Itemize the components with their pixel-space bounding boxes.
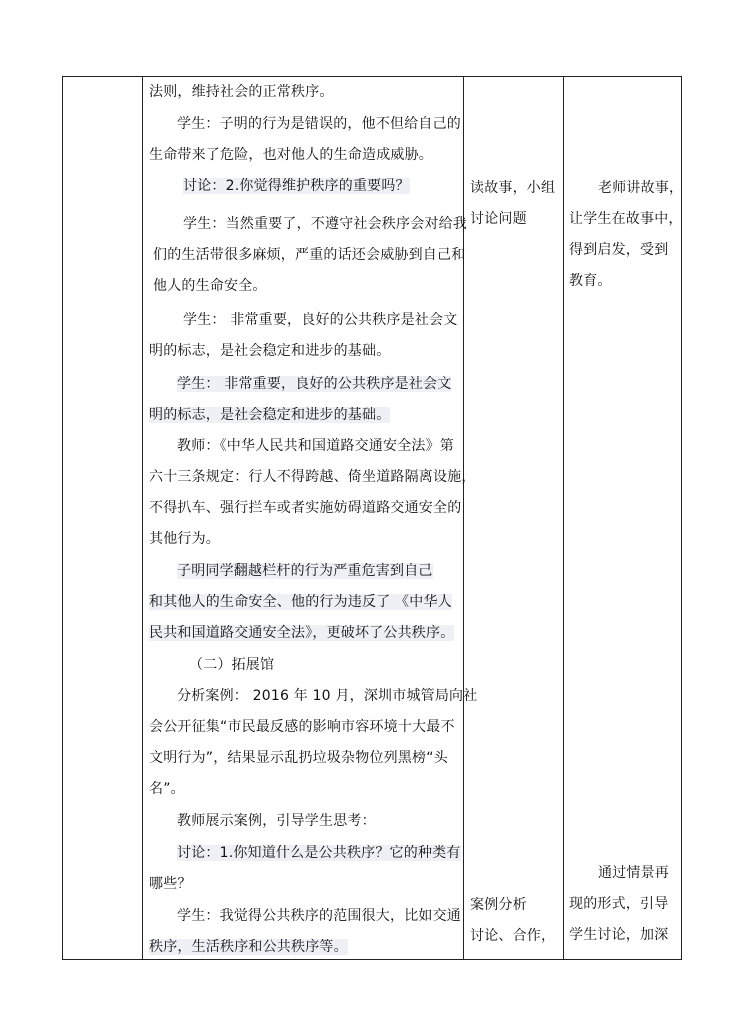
intent-line: 老师讲故事， — [598, 180, 684, 196]
activity-line: 讨论、合作， — [470, 928, 556, 944]
intent-line: 让学生在故事中， — [569, 211, 683, 227]
content-line: 们的生活带很多麻烦，严重的话还会威胁到自己和 — [153, 247, 466, 263]
content-line: 其他行为。 — [149, 531, 220, 547]
content-cell — [143, 77, 478, 959]
intent-line: 教育。 — [569, 273, 612, 289]
content-line: 讨论：1.你知道什么是公共秩序？它的种类有 — [177, 845, 461, 861]
activity-line: 案例分析 — [470, 897, 527, 913]
content-line: 法则，维持社会的正常秩序。 — [149, 84, 334, 100]
content-line: 讨论：2.你觉得维护秩序的重要吗？ — [183, 178, 410, 194]
content-line: 教师展示案例，引导学生思考： — [177, 813, 376, 829]
content-line: 子明同学翻越栏杆的行为严重危害到自己 — [177, 563, 433, 579]
content-line: 哪些？ — [149, 876, 192, 892]
content-line: 不得扒车、强行拦车或者实施妨碍道路交通安全的 — [149, 500, 462, 516]
content-line: 民共和国道路交通安全法》，更破坏了公共秩序。 — [149, 625, 455, 641]
section-heading: （二）拓展馆 — [189, 657, 275, 673]
intent-line: 学生讨论，加深 — [569, 927, 669, 943]
activity-line: 读故事，小组 — [470, 180, 556, 196]
content-line: 文明行为”，结果显示乱扔垃圾杂物位列黑榜“头 — [149, 750, 448, 766]
content-line: 名”。 — [149, 781, 185, 797]
content-line: 学生： 非常重要，良好的公共秩序是社会文 — [177, 376, 452, 392]
content-line: 他人的生命安全。 — [153, 278, 267, 294]
intent-line: 得到启发，受到 — [569, 242, 669, 258]
content-line: 明的标志，是社会稳定和进步的基础。 — [149, 343, 391, 359]
content-line: 明的标志，是社会稳定和进步的基础。 — [149, 407, 391, 423]
content-line: 学生：当然重要了，不遵守社会秩序会对给我 — [183, 216, 467, 232]
content-line: 生命带来了危险，也对他人的生命造成威胁。 — [149, 147, 433, 163]
design-intent-cell — [564, 77, 684, 959]
content-line: 六十三条规定：行人不得跨越、倚坐道路隔离设施， — [149, 469, 476, 485]
content-line: 学生： 非常重要，良好的公共秩序是社会文 — [183, 312, 458, 328]
content-line: 会公开征集“市民最反感的影响市容环境十大最不 — [149, 719, 455, 735]
content-line: 学生：我觉得公共秩序的范围很大，比如交通 — [177, 908, 461, 924]
content-line: 和其他人的生命安全、他的行为违反了 《中华人 — [149, 594, 452, 610]
activity-cell — [464, 77, 563, 959]
content-line: 学生：子明的行为是错误的，他不但给自己的 — [177, 116, 461, 132]
content-line: 分析案例： 2016 年 10 月，深圳市城管局向社 — [177, 688, 478, 704]
content-line: 秩序，生活秩序和公共秩序等。 — [149, 939, 348, 955]
lesson-plan-table — [62, 76, 682, 960]
empty-stage-cell — [63, 77, 142, 959]
activity-line: 讨论问题 — [470, 211, 527, 227]
content-line: 教师：《中华人民共和国道路交通安全法》第 — [177, 438, 454, 454]
intent-line: 现的形式，引导 — [569, 896, 669, 912]
intent-line: 通过情景再 — [598, 865, 669, 881]
